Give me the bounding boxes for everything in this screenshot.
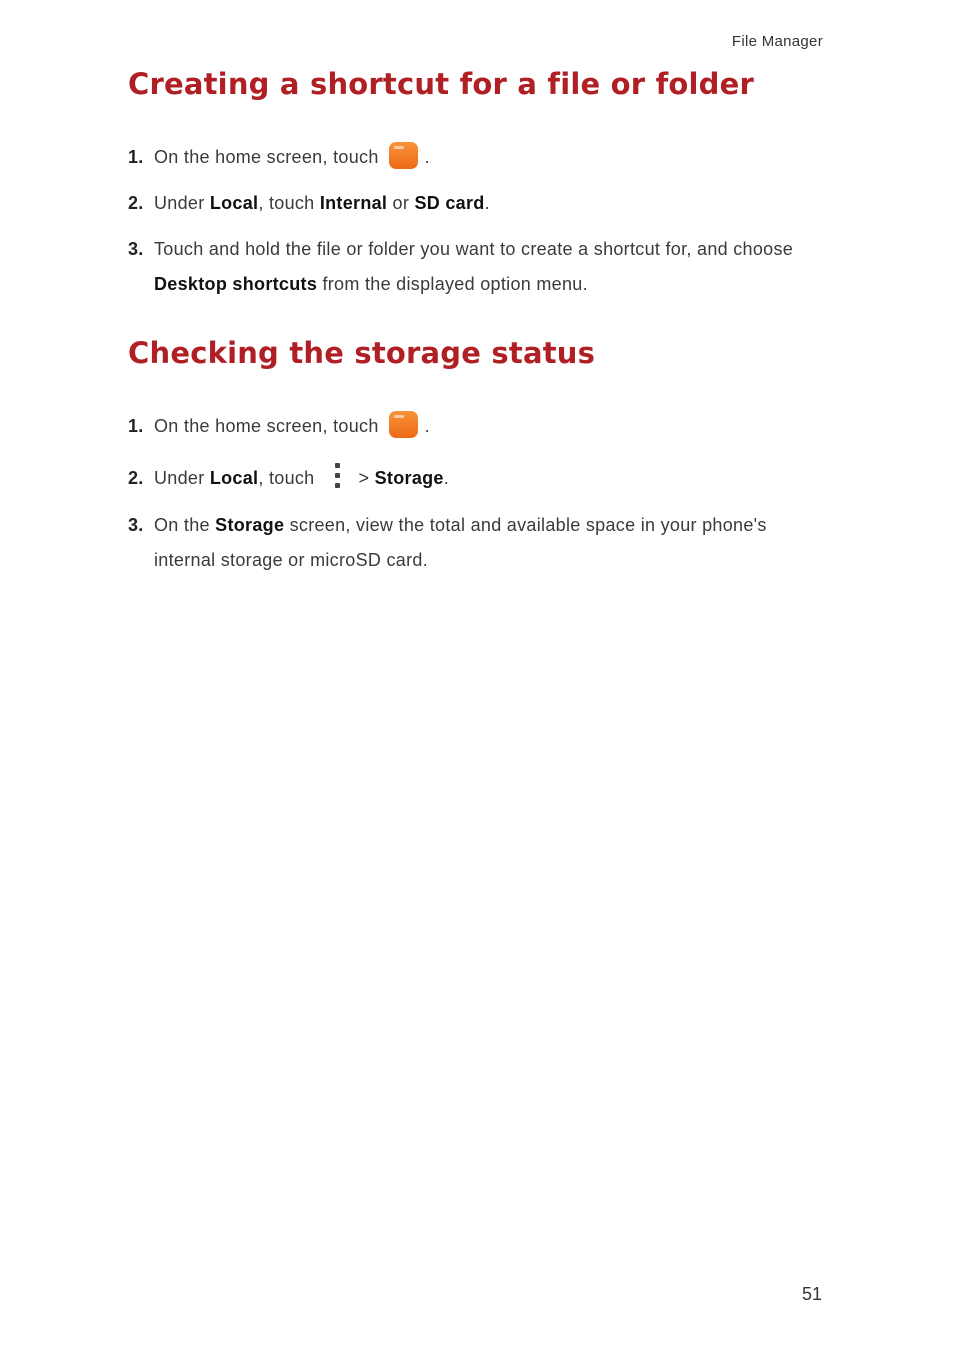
running-header: File Manager <box>731 33 823 50</box>
step-number: 3. <box>128 515 144 535</box>
page-number: 51 <box>801 1284 822 1304</box>
step-text: Touch and hold the file or folder you want to create a shortcut for, and choose Desktop shortcuts from the displayed option menu. <box>154 239 794 294</box>
step-number: 2. <box>128 468 144 488</box>
file-manager-app-icon <box>389 411 418 438</box>
step-create-1 <box>128 140 828 175</box>
step-text: Under Local, touch Internal or SD card. <box>154 193 490 213</box>
file-manager-app-icon <box>389 142 418 169</box>
step-text: Under Local, touch > Storage. <box>154 461 828 496</box>
step-number: 1. <box>128 147 144 167</box>
step-number: 2. <box>128 193 144 213</box>
section-title-storage-status: Checking the storage status <box>128 336 596 370</box>
step-number: 3. <box>128 239 144 259</box>
step-create-3 <box>128 232 828 302</box>
step-create-2 <box>128 186 828 221</box>
step-text: On the home screen, touch . <box>154 409 828 444</box>
step-storage-1 <box>128 409 828 444</box>
step-number: 1. <box>128 416 144 436</box>
step-text: On the Storage screen, view the total and available space in your phone's internal storage or microSD card. <box>154 515 767 570</box>
step-text: On the home screen, touch . <box>154 140 828 175</box>
step-storage-2 <box>128 461 828 496</box>
section-title-create-shortcut: Creating a shortcut for a file or folder <box>128 67 754 101</box>
more-options-icon <box>335 463 341 489</box>
step-storage-3 <box>128 508 828 578</box>
